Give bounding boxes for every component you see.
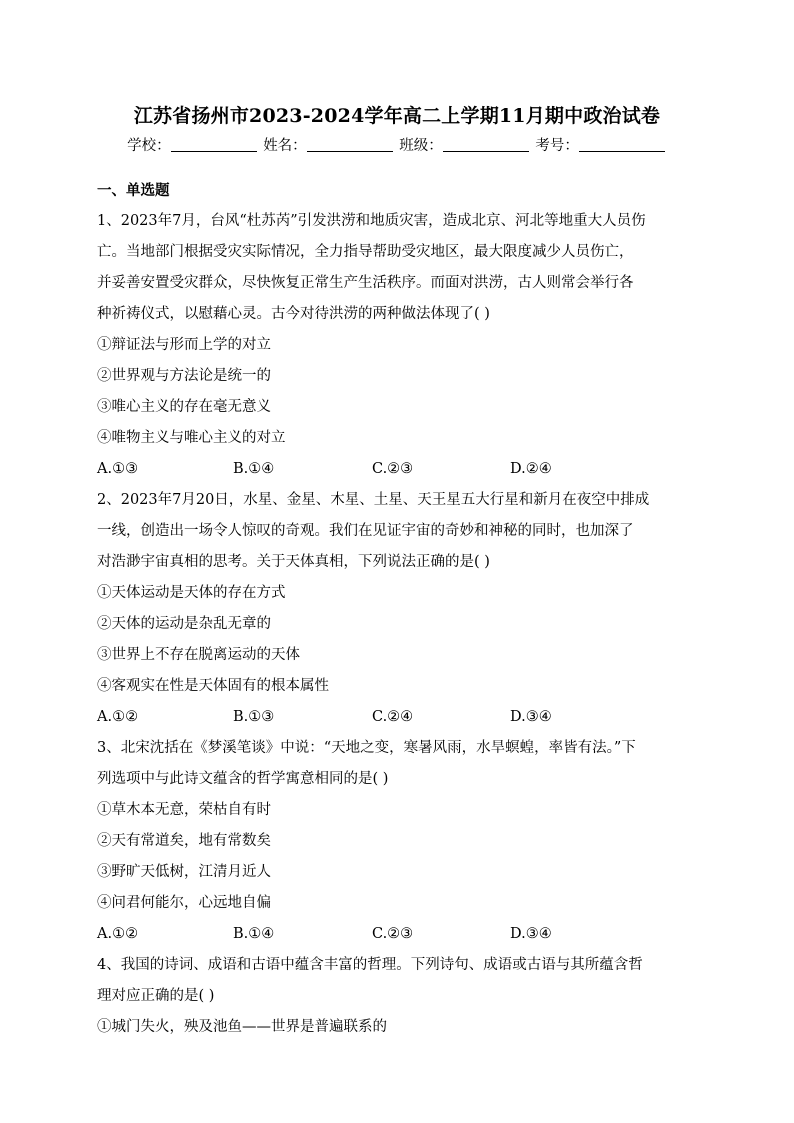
statement-item: ①辩证法与形而上学的对立 xyxy=(97,337,271,353)
name-label: 姓名： xyxy=(263,138,307,154)
statement-item: ②天有常道矣，地有常数矣 xyxy=(97,833,271,849)
statement-item: ①天体运动是天体的存在方式 xyxy=(97,585,286,601)
question-2 xyxy=(97,485,699,733)
question-stem-line: 并妥善安置受灾群众，尽快恢复正常生产生活秩序。而面对洪涝，古人则常会举行各 xyxy=(97,275,634,291)
question-stem-line: 亡。当地部门根据受灾实际情况，全力指导帮助受灾地区，最大限度减少人员伤亡， xyxy=(97,244,634,260)
option-c[interactable]: C.②④ xyxy=(372,709,414,725)
option-b[interactable]: B.①④ xyxy=(233,461,275,477)
option-b[interactable]: B.①③ xyxy=(233,709,275,725)
class-blank[interactable] xyxy=(443,137,529,152)
statement-item: ④问君何能尔，心远地自偏 xyxy=(97,895,271,911)
section-heading: 一、单选题 xyxy=(97,182,170,199)
option-c[interactable]: C.②③ xyxy=(372,461,414,477)
option-a[interactable]: A.①② xyxy=(97,926,139,942)
statement-item: ③唯心主义的存在毫无意义 xyxy=(97,399,271,415)
question-stem-line: 列选项中与此诗文蕴含的哲学寓意相同的是( ) xyxy=(97,771,389,787)
answer-options xyxy=(97,454,699,485)
answer-options xyxy=(97,919,699,950)
statement-item: ③野旷天低树，江清月近人 xyxy=(97,864,271,880)
question-stem-line: 1、2023年7月，台风“杜苏芮”引发洪涝和地质灾害，造成北京、河北等地重大人员伤 xyxy=(97,213,646,229)
option-d[interactable]: D.③④ xyxy=(510,709,552,725)
option-c[interactable]: C.②③ xyxy=(372,926,414,942)
exam-number-blank[interactable] xyxy=(579,137,665,152)
question-stem-line: 3、北宋沈括在《梦溪笔谈》中说：“天地之变，寒暑风雨，水旱螟蝗，率皆有法。”下 xyxy=(97,740,636,756)
answer-options xyxy=(97,702,699,733)
statement-item: ①城门失火，殃及池鱼——世界是普遍联系的 xyxy=(97,1019,387,1035)
question-stem-line: 理对应正确的是( ) xyxy=(97,988,215,1004)
question-3 xyxy=(97,733,699,950)
option-a[interactable]: A.①③ xyxy=(97,461,139,477)
statement-item: ④唯物主义与唯心主义的对立 xyxy=(97,430,286,446)
question-stem-line: 4、我国的诗词、成语和古语中蕴含丰富的哲理。下列诗句、成语或古语与其所蕴含哲 xyxy=(97,957,643,973)
question-stem-line: 2、2023年7月20日，水星、金星、木星、土星、天王星五大行星和新月在夜空中排成 xyxy=(97,492,650,508)
statement-item: ④客观实在性是天体固有的根本属性 xyxy=(97,678,329,694)
question-stem-line: 对浩渺宇宙真相的思考。关于天体真相，下列说法正确的是( ) xyxy=(97,554,490,570)
question-stem-line: 一线，创造出一场令人惊叹的奇观。我们在见证宇宙的奇妙和神秘的同时，也加深了 xyxy=(97,523,634,539)
school-blank[interactable] xyxy=(171,137,257,152)
student-info-row xyxy=(0,133,794,159)
statement-item: ②世界观与方法论是统一的 xyxy=(97,368,271,384)
exam-number-label: 考号： xyxy=(535,138,579,154)
name-blank[interactable] xyxy=(307,137,393,152)
option-d[interactable]: D.②④ xyxy=(510,461,552,477)
statement-item: ①草木本无意，荣枯自有时 xyxy=(97,802,271,818)
exam-content xyxy=(97,176,699,1043)
class-label: 班级： xyxy=(399,138,443,154)
school-label: 学校： xyxy=(127,138,171,154)
statement-item: ③世界上不存在脱离运动的天体 xyxy=(97,647,300,663)
option-d[interactable]: D.③④ xyxy=(510,926,552,942)
question-1 xyxy=(97,206,699,485)
question-4 xyxy=(97,950,699,1043)
exam-title: 江苏省扬州市2023-2024学年高二上学期11月期中政治试卷 xyxy=(133,105,661,127)
statement-item: ②天体的运动是杂乱无章的 xyxy=(97,616,271,632)
option-a[interactable]: A.①② xyxy=(97,709,139,725)
question-stem-line: 种祈祷仪式，以慰藉心灵。古今对待洪涝的两种做法体现了( ) xyxy=(97,306,490,322)
option-b[interactable]: B.①④ xyxy=(233,926,275,942)
